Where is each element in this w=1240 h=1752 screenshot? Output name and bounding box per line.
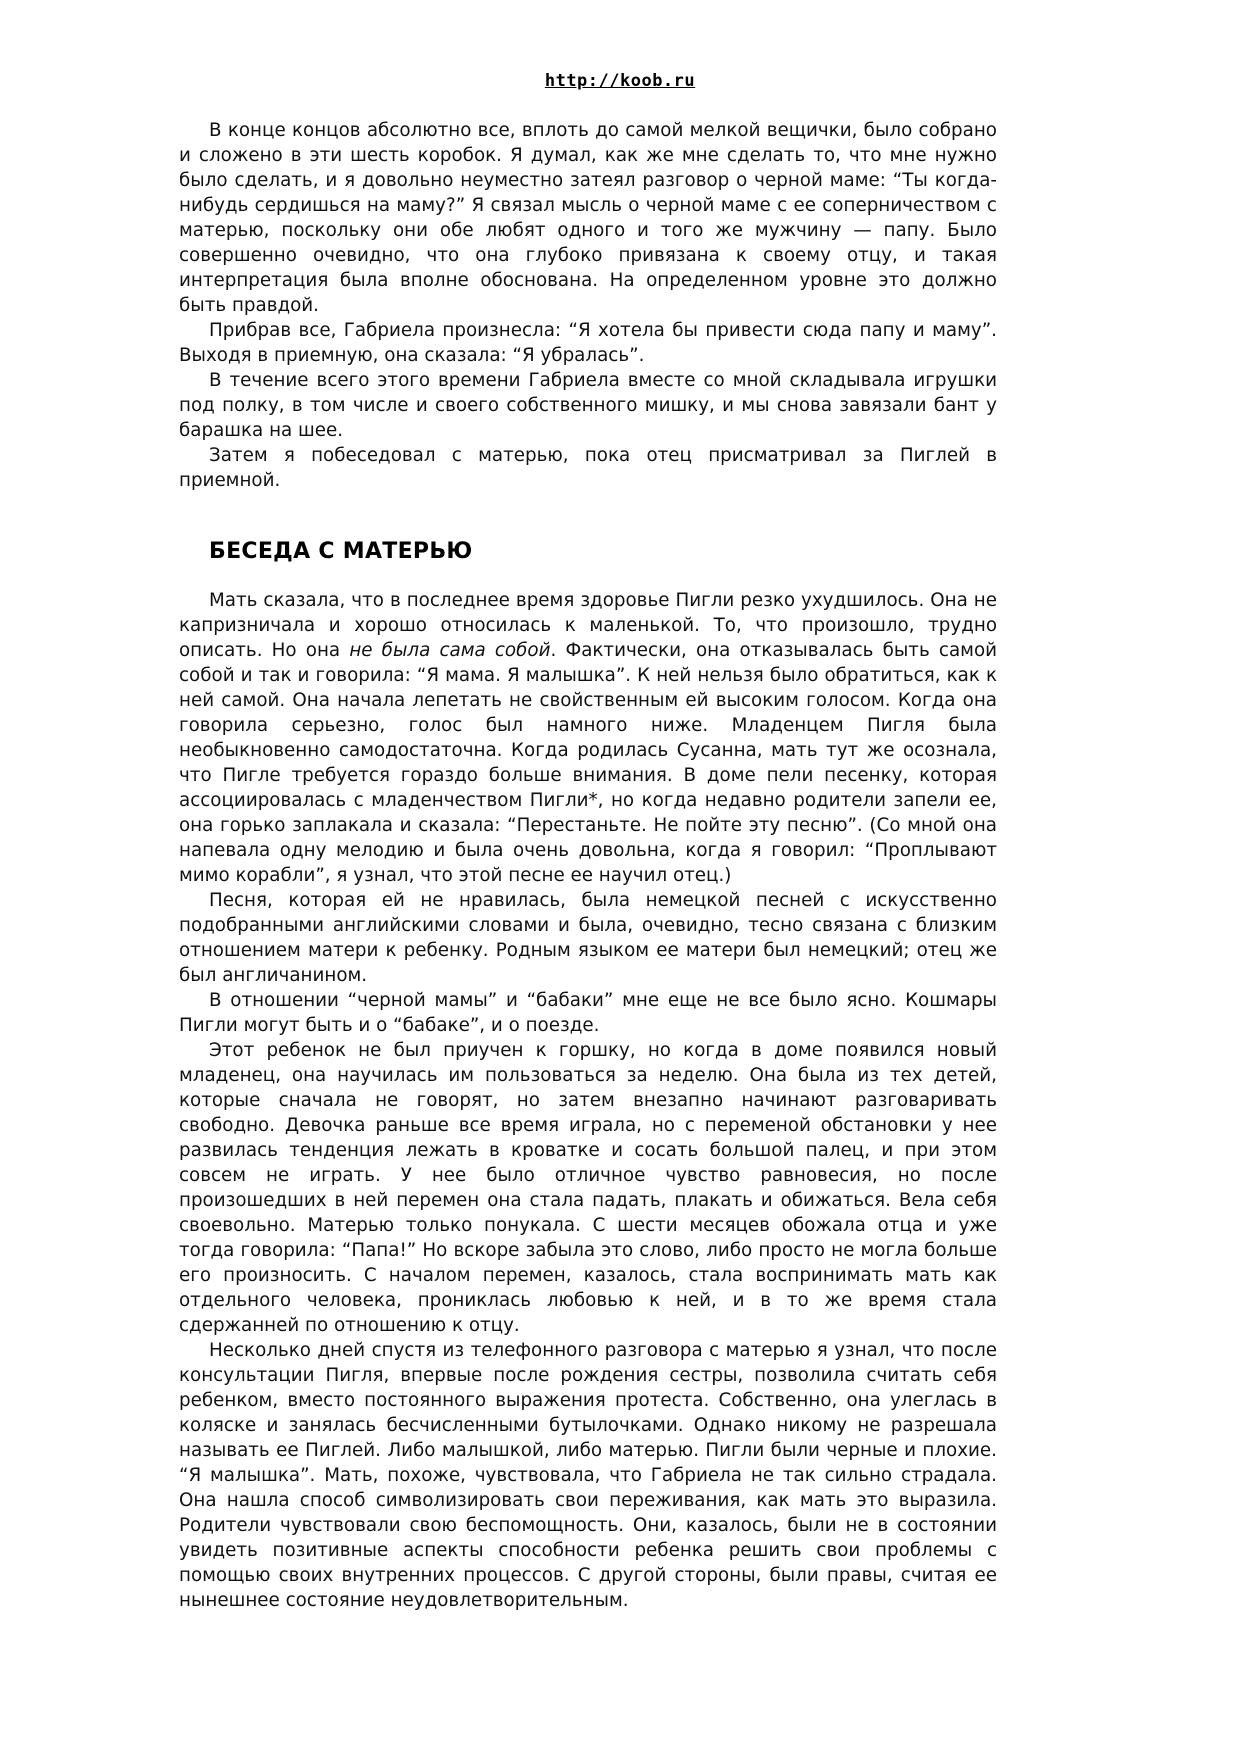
paragraph-mother-said-start: Мать сказала, что в последнее время здоровье Пигли резко ухудшилось. Она не капризничала и хорошо относилась к маленькой. То, что произошло, трудно описать. Но она	[179, 590, 997, 661]
section-heading: БЕСЕДА С МАТЕРЬЮ	[209, 539, 473, 564]
paragraph-boxes-packed: В конце концов абсолютно все, вплоть до самой мелкой вещички, было собрано и сложено в эти шесть коробок. Я думал, как же мне сделать то, что мне нужно было сделать, и я довольно неуместно затеял разговор о черной маме: “Ты когда-нибудь сердишься на маму?” Я связал мысль о черной маме с ее соперничеством с матерью, поскольку они обе любят одного и того же мужчину — папу. Было совершенно очевидно, что она глубоко привязана к своему отцу, и такая интерпретация была вполне обоснована. На определенном уровне это должно быть правдой.	[179, 120, 997, 316]
paragraph-black-mama: В отношении “черной мамы” и “бабаки” мне еще не все было ясно. Кошмары Пигли могут быть и о “бабаке”, и о поезде.	[179, 990, 997, 1036]
paragraph-talk-with-mother: Затем я побеседовал с матерью, пока отец присматривал за Пиглей в приемной.	[179, 445, 997, 491]
paragraph-mother-said-end: . Фактически, она отказывалась быть самой собой и так и говорила: “Я мама. Я малышка”. К ней нельзя было обратиться, как к ней самой. Она начала лепетать не свойственным ей высоким голосом. Когда она говорила серьезно, голос был намного ниже. Младенцем Пигля была необыкновенно самодостаточна. Когда родилась Сусанна, мать тут же осознала, что Пигле требуется гораздо больше внимания. В доме пели песенку, которая ассоциировалась с младенчеством Пигли*, но когда недавно родители запели ее, она горько заплакала и сказала: “Перестаньте. Не пойте эту песню”. (Со мной она напевала одну мелодию и была очень довольна, когда я говорил: “Проплывают мимо корабли”, я узнал, что этой песне ее научил отец.)	[179, 640, 998, 886]
paragraph-gabriela-tidied: Прибрав все, Габриела произнесла: “Я хотела бы привести сюда папу и маму”. Выходя в приемную, она сказала: “Я убралась”.	[179, 320, 997, 366]
paragraph-child-development: Этот ребенок не был приучен к горшку, но когда в доме появился новый младенец, она научилась им пользоваться за неделю. Она была из тех детей, которые сначала не говорят, но затем внезапно начинают разговаривать свободно. Девочка раньше все время играла, но с переменой обстановки у нее развилась тенденция лежать в кроватке и сосать большой палец, и при этом совсем не играть. У нее было отличное чувство равновесия, но после произошедших в ней перемен она стала падать, плакать и обижаться. Вела себя своевольно. Матерью только понукала. С шести месяцев обожала отца и уже тогда говорила: “Папа!” Но вскоре забыла это слово, либо просто не могла больше его произносить. С началом перемен, казалось, стала воспринимать мать как отдельного человека, прониклась любовью к ней, и в то же время стала сдержанней по отношению к отцу.	[179, 1040, 997, 1336]
emphasized-phrase: не была сама собой	[349, 640, 551, 661]
paragraph-toys-under-shelf: В течение всего этого времени Габриела вместе со мной складывала игрушки под полку, в том числе и своего собственного мишку, и мы снова завязали бант у барашка на шее.	[179, 370, 997, 441]
paragraph-german-song: Песня, которая ей не нравилась, была немецкой песней с искусственно подобранными английскими словами и была, очевидно, тесно связана с близким отношением матери к ребенку. Родным языком ее матери был немецкий; отец же был англичанином.	[179, 890, 997, 986]
paragraph-phone-conversation: Несколько дней спустя из телефонного разговора с матерью я узнал, что после консультации Пигля, впервые после рождения сестры, позволила считать себя ребенком, вместо постоянного выражения протеста. Собственно, она улеглась в коляске и занялась бесчисленными бутылочками. Однако никому не разрешала называть ее Пиглей. Либо малышкой, либо матерью. Пигли были черные и плохие. “Я малышка”. Мать, похоже, чувствовала, что Габриела не так сильно страдала. Она нашла способ символизировать свои переживания, как мать это выразила. Родители чувствовали свою беспомощность. Они, казалось, были не в состоянии увидеть позитивные аспекты способности ребенка решить свои проблемы с помощью своих внутренних процессов. С другой стороны, были правы, считая ее нынешнее состояние неудовлетворительным.	[179, 1340, 997, 1611]
body-text	[179, 118, 997, 1613]
header-url-link[interactable]: http://koob.ru	[544, 71, 696, 91]
paragraph-mother-said	[179, 588, 997, 888]
